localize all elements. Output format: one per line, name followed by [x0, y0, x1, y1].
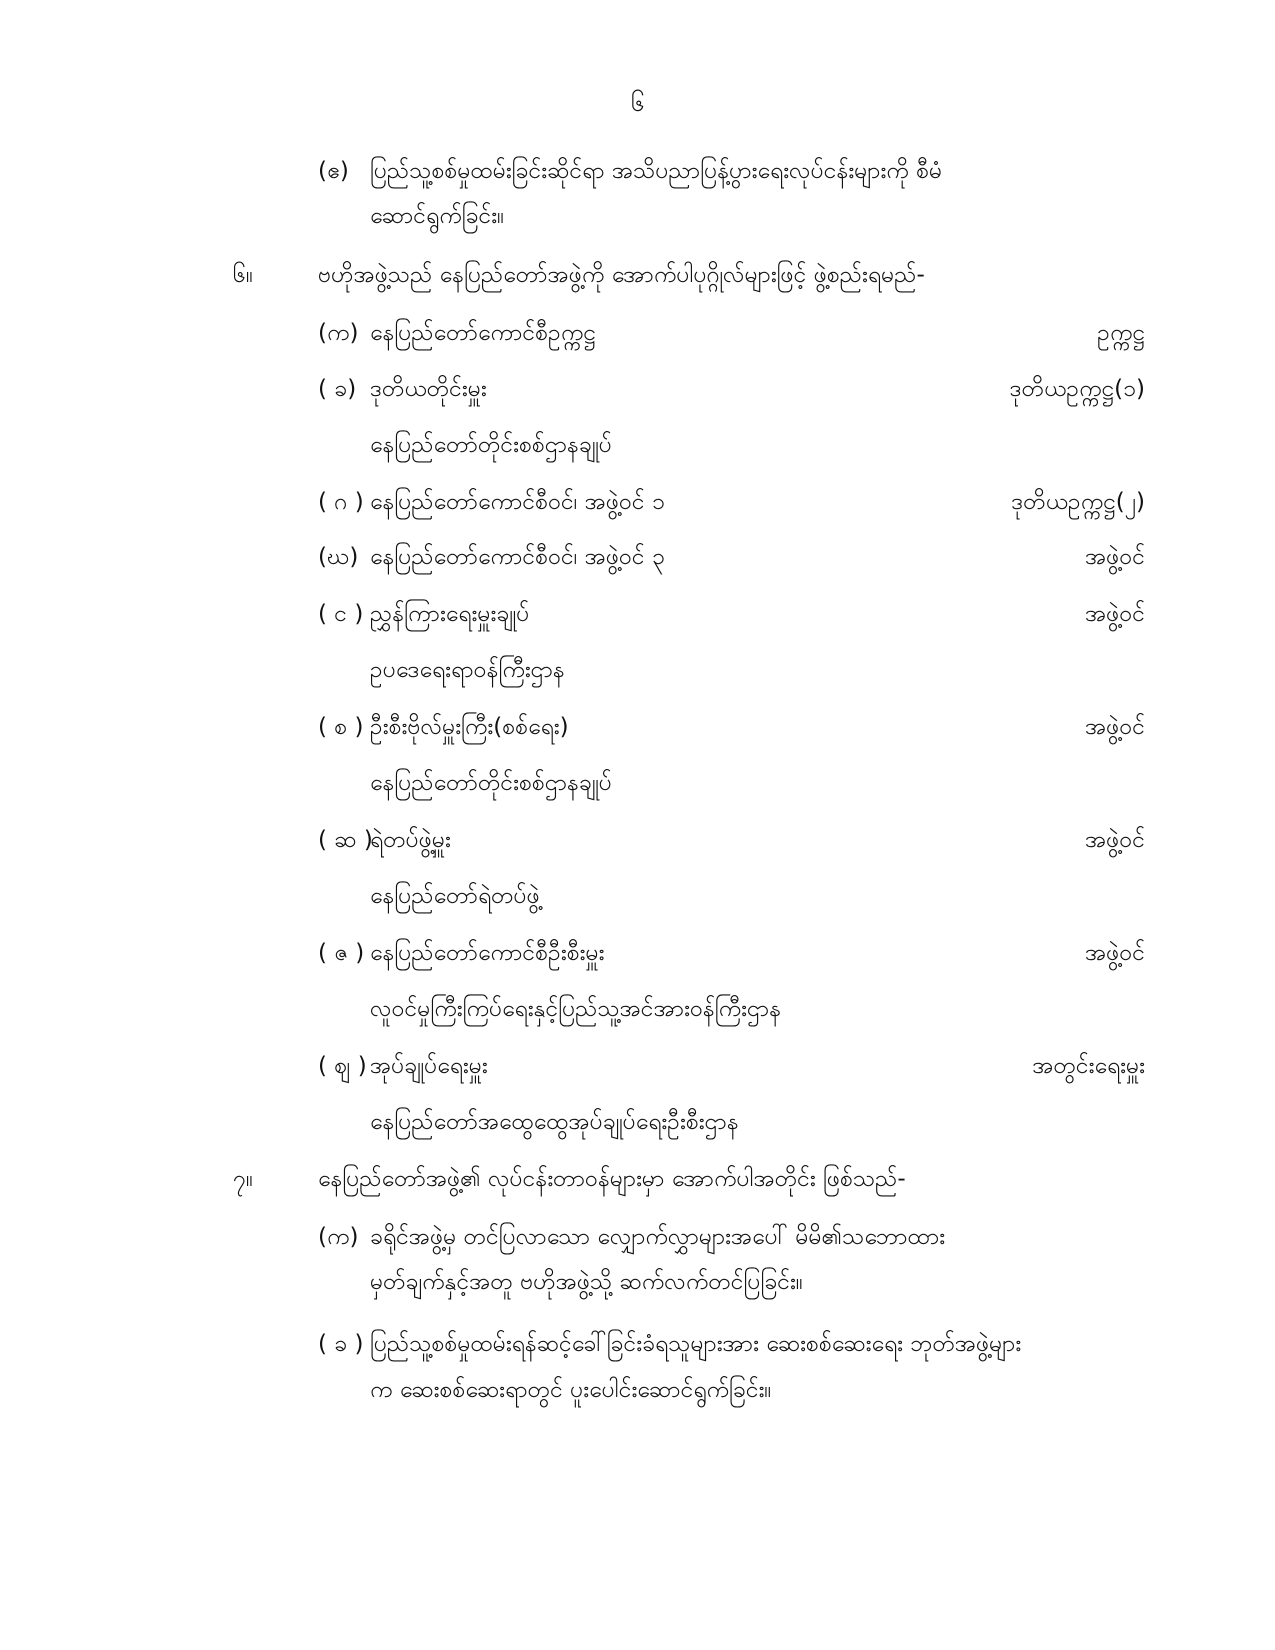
- member-name: နေပြည်တော်ကောင်စီဦးစီးမှူး: [370, 940, 605, 966]
- member-department: နေပြည်တော်တိုင်းစစ်ဌာနချုပ်: [370, 432, 612, 458]
- member-label: (ဃ): [318, 544, 359, 570]
- section-7-heading: [0, 1165, 1275, 1201]
- clause-e-line-2: [0, 202, 1275, 238]
- member-role: အဖွဲ့ဝင်: [1085, 940, 1145, 966]
- duty-label: ( ခ ): [318, 1331, 364, 1357]
- member-name: ရဲတပ်ဖွဲ့မှူး: [370, 827, 451, 853]
- member-label: (က): [318, 320, 359, 346]
- member-name: နေပြည်တော်ကောင်စီဝင်၊ အဖွဲ့ဝင် ၃: [370, 544, 665, 570]
- member-department: လူဝင်မှုကြီးကြပ်ရေးနှင့်ပြည်သူ့အင်အားဝန်ကြီးဌာန: [370, 996, 782, 1022]
- duty-item-line-1: [0, 1223, 1275, 1259]
- duty-label: (က): [318, 1224, 359, 1250]
- member-role: အဖွဲ့ဝင်: [1085, 544, 1145, 570]
- member-role: အဖွဲ့ဝင်: [1085, 827, 1145, 853]
- member-row: [0, 543, 1275, 579]
- clause-e-line-1: [0, 157, 1275, 193]
- section-number: ၇။: [233, 1166, 253, 1192]
- member-department: နေပြည်တော်ရဲတပ်ဖွဲ့: [370, 883, 540, 909]
- duty-text-cont: မှတ်ချက်နှင့်အတူ ဗဟိုအဖွဲ့သို့ ဆက်လက်တင်ပြခြင်း။: [370, 1269, 803, 1295]
- member-role: ဥက္ကဋ္ဌ: [1097, 320, 1145, 346]
- clause-e-text: ပြည်သူ့စစ်မှုထမ်းခြင်းဆိုင်ရာ အသိပညာပြန့်ပွားရေးလုပ်ငန်းများကို စီမံ: [370, 158, 943, 184]
- section-number: ၆။: [233, 262, 253, 288]
- member-label: ( ဇ ): [318, 940, 365, 966]
- duty-item-line-1: [0, 1330, 1275, 1366]
- member-department: ဥပဒေရေးရာဝန်ကြီးဌာန: [370, 657, 565, 683]
- member-name: ညွှန်ကြားရေးမှူးချုပ်: [370, 601, 530, 627]
- member-label: ( ဈ ): [318, 1053, 367, 1079]
- member-name: နေပြည်တော်ကောင်စီဝင်၊ အဖွဲ့ဝင် ၁: [370, 489, 665, 515]
- duty-text: ပြည်သူ့စစ်မှုထမ်းရန်ဆင့်ခေါ်ခြင်းခံရသူများအား ဆေးစစ်ဆေးရေး ဘုတ်အဖွဲ့များ: [370, 1331, 1022, 1357]
- member-role: အတွင်းရေးမှူး: [1032, 1053, 1145, 1079]
- member-row: [0, 939, 1275, 975]
- member-row: [0, 826, 1275, 862]
- member-row: [0, 713, 1275, 749]
- clause-e-label: (ဧ): [318, 158, 349, 184]
- member-label: ( င ): [318, 601, 364, 627]
- member-label: ( စ ): [318, 714, 364, 740]
- section-text: နေပြည်တော်အဖွဲ့၏ လုပ်ငန်းတာဝန်များမှာ အောက်ပါအတိုင်း ဖြစ်သည်-: [318, 1166, 906, 1192]
- member-name: ဒုတိယတိုင်းမှူး: [370, 376, 487, 402]
- member-row: [0, 375, 1275, 411]
- member-role: အဖွဲ့ဝင်: [1085, 601, 1145, 627]
- member-role: အဖွဲ့ဝင်: [1085, 714, 1145, 740]
- duty-item-line-2: [0, 1268, 1275, 1304]
- member-name: နေပြည်တော်ကောင်စီဥက္ကဋ္ဌ: [370, 320, 596, 346]
- member-department: နေပြည်တော်တိုင်းစစ်ဌာနချုပ်: [370, 770, 612, 796]
- member-role: ဒုတိယဥက္ကဋ္ဌ(၂): [1011, 489, 1145, 515]
- member-department: နေပြည်တော်အထွေထွေအုပ်ချုပ်ရေးဦးစီးဌာန: [370, 1109, 739, 1135]
- member-subline: [0, 431, 1275, 467]
- member-subline: [0, 882, 1275, 918]
- member-subline: [0, 769, 1275, 805]
- duty-item-line-2: [0, 1376, 1275, 1412]
- member-label: ( ဂ ): [318, 489, 364, 515]
- member-row: [0, 488, 1275, 524]
- member-role: ဒုတိယဥက္ကဋ္ဌ(၁): [1009, 376, 1145, 402]
- section-6-heading: [0, 261, 1275, 297]
- member-name: ဦးစီးဗိုလ်မှူးကြီး(စစ်ရေး): [370, 714, 569, 740]
- member-subline: [0, 1108, 1275, 1144]
- clause-e-text-cont: ဆောင်ရွက်ခြင်း။: [370, 203, 505, 229]
- member-label: ( ဆ ): [318, 827, 373, 853]
- duty-text-cont: က ဆေးစစ်ဆေးရာတွင် ပူးပေါင်းဆောင်ရွက်ခြင်း။: [370, 1377, 772, 1403]
- member-row: [0, 1052, 1275, 1088]
- member-label: ( ခ): [318, 376, 357, 402]
- member-subline: [0, 995, 1275, 1031]
- member-subline: [0, 656, 1275, 692]
- section-text: ဗဟိုအဖွဲ့သည် နေပြည်တော်အဖွဲ့ကို အောက်ပါပုဂ္ဂိုလ်များဖြင့် ဖွဲ့စည်းရမည်-: [318, 262, 925, 288]
- duty-text: ခရိုင်အဖွဲ့မှ တင်ပြလာသော လျှောက်လွှာများအပေါ် မိမိ၏သဘောထား: [370, 1224, 946, 1250]
- page-number: ၆: [630, 89, 645, 117]
- member-row: [0, 319, 1275, 355]
- member-name: အုပ်ချုပ်ရေးမှူး: [370, 1053, 488, 1079]
- member-row: [0, 600, 1275, 636]
